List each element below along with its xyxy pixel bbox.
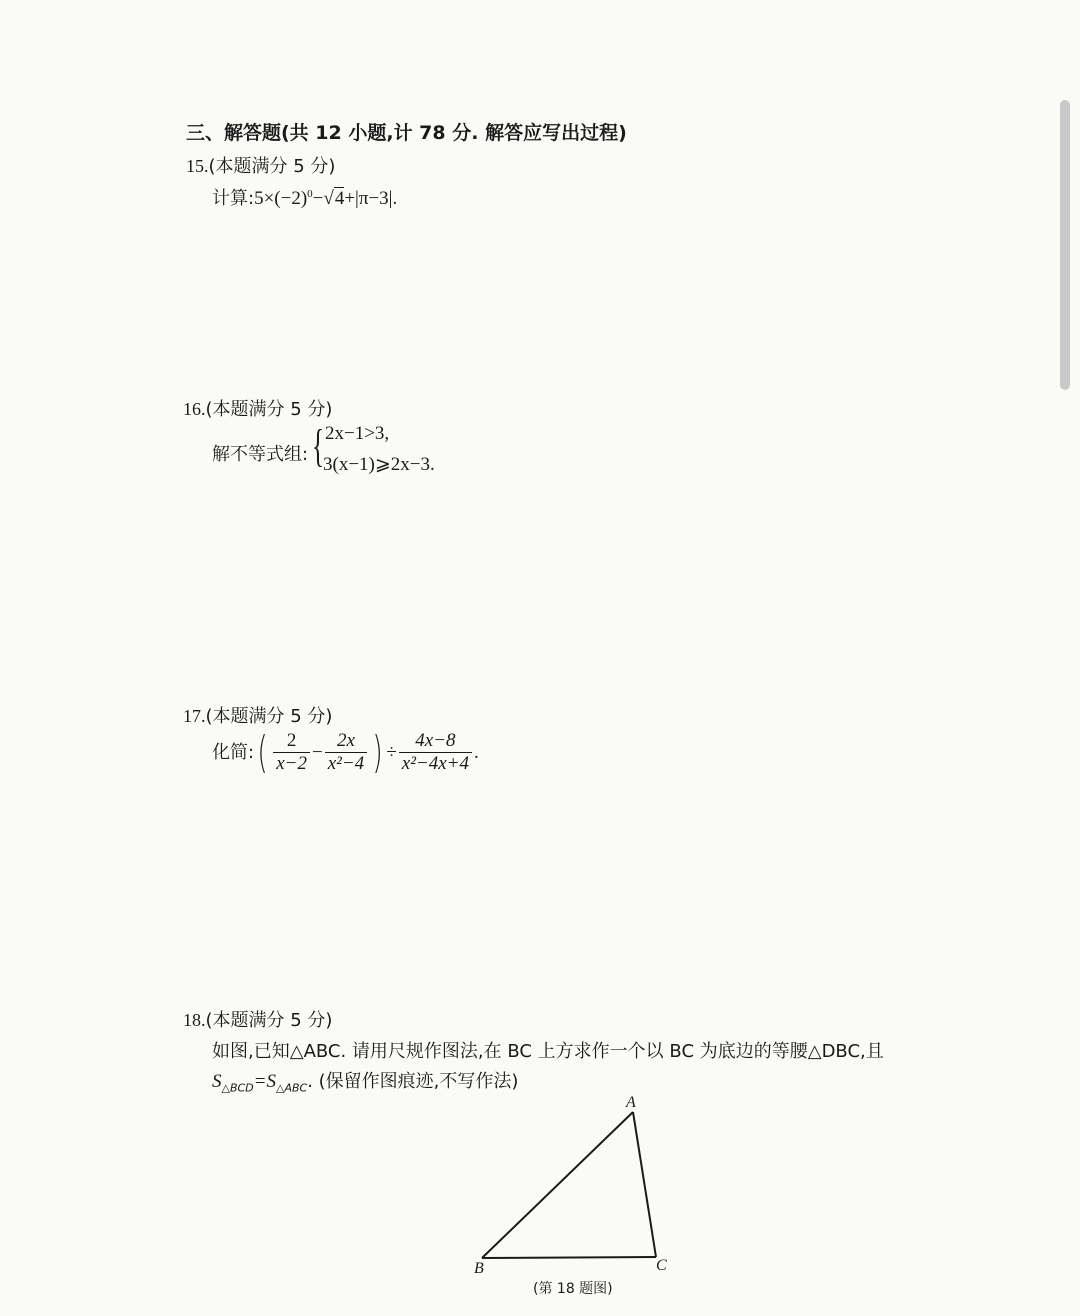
q15-exponent: 0 [307, 188, 313, 200]
side-bc [482, 1257, 656, 1258]
left-paren-symbol: ( [257, 726, 268, 778]
q17-frac2-numerator: 2x [325, 730, 367, 753]
q18-area-eq: =S [253, 1071, 276, 1092]
side-ac [633, 1112, 656, 1257]
q18-line-1: 如图,已知△ABC. 请用尺规作图法,在 BC 上方求作一个以 BC 为底边的等腰△DBC,且 [212, 1041, 884, 1062]
figure-caption: (第 18 题图) [533, 1281, 613, 1297]
q18-points: (本题满分 5 分) [205, 1010, 333, 1031]
q16-inequality-1: 2x−1>3, [325, 423, 390, 444]
q18-area-sub-2: △ABC [276, 1081, 308, 1095]
q15-prompt: 计算: [212, 188, 255, 209]
q17-prompt: 化简: [212, 741, 255, 763]
q17-frac3-numerator: 4x−8 [399, 730, 472, 753]
sqrt-symbol: √ [323, 188, 334, 209]
section-title: 三、解答题(共 12 小题,计 78 分. 解答应写出过程) [186, 122, 627, 144]
left-brace-symbol: { [312, 420, 325, 471]
q15-points: (本题满分 5 分) [208, 156, 336, 177]
vertex-b-label: B [474, 1260, 484, 1277]
right-paren-symbol: ) [372, 726, 383, 778]
q17-frac2-denominator: x²−4 [327, 753, 365, 774]
q16-prompt: 解不等式组: [212, 444, 309, 465]
q17-frac1-denominator: x−2 [276, 753, 308, 774]
q16-points: (本题满分 5 分) [205, 399, 333, 420]
vertex-c-label: C [656, 1257, 667, 1274]
q15-term-a: 5×(−2) [254, 188, 308, 209]
q18-line-2-rest: . (保留作图痕迹,不写作法) [307, 1071, 519, 1092]
q16-inequality-2: 3(x−1)⩾2x−3. [323, 454, 435, 475]
vertex-a-label: A [626, 1094, 636, 1111]
q18-area-s1: S [212, 1071, 222, 1092]
q17-end: . [474, 742, 479, 763]
q17-frac1-numerator: 2 [273, 730, 310, 753]
q16-number: 16. [183, 399, 206, 419]
side-ab [482, 1112, 633, 1258]
q17-number: 17. [183, 706, 206, 726]
q15-number: 15. [186, 156, 209, 176]
q17-points: (本题满分 5 分) [205, 706, 333, 727]
q18-area-sub-1: △BCD [221, 1081, 254, 1095]
minus-symbol: − [312, 742, 323, 763]
q15-rest: +|π−3|. [344, 188, 398, 209]
q17-divide: ÷ [386, 742, 397, 763]
q15-radicand: 4 [334, 188, 345, 209]
q15-minus: − [312, 188, 324, 209]
q17-frac3-denominator: x²−4x+4 [401, 753, 470, 774]
q18-number: 18. [183, 1010, 206, 1030]
